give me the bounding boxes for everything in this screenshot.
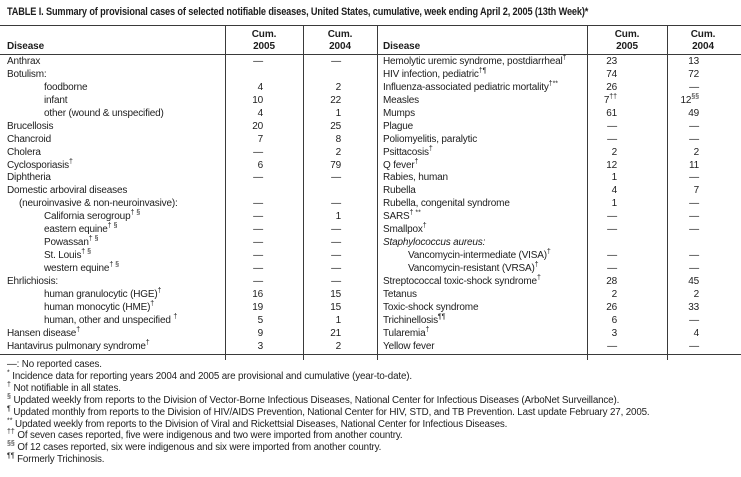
- cum-2005-value: —: [253, 237, 263, 249]
- cum-2004-value: 4: [693, 327, 699, 339]
- disease-label: Hansen disease†: [7, 326, 81, 339]
- disease-label: eastern equine† §: [44, 222, 118, 236]
- footnote-marker-superscript: †¶: [478, 67, 487, 75]
- disease-label: Cyclosporiasis†: [7, 158, 73, 171]
- table-row: [0, 302, 377, 315]
- table-row: [377, 263, 741, 276]
- footnote-marker-superscript: † §: [130, 209, 141, 217]
- footnote-marker-superscript: †: [150, 300, 155, 308]
- cum-2005-value: 16: [252, 288, 263, 300]
- footnote-marker-superscript: ††: [609, 93, 617, 101]
- table-row: [0, 328, 377, 341]
- footnote-marker-superscript: †: [7, 381, 11, 389]
- cum-2004-value: 49: [688, 107, 699, 119]
- disease-label: other (wound & unspecified): [44, 107, 164, 119]
- disease-label: Influenza-associated pediatric mortality†**: [383, 80, 559, 93]
- table-body-left: [0, 56, 377, 354]
- cum-2005-value: 7††: [603, 93, 617, 106]
- footnote-marker-superscript: † **: [409, 209, 421, 217]
- cum-2005-value: —: [607, 211, 617, 223]
- table-row: [0, 108, 377, 121]
- disease-label: Powassan† §: [44, 235, 99, 249]
- table-row: [0, 276, 377, 289]
- cum-2004-value: 33: [688, 301, 699, 313]
- cum-label: Cum.: [251, 29, 277, 40]
- footnote-marker-superscript: †: [536, 274, 541, 282]
- disease-label: Smallpox†: [383, 222, 427, 236]
- disease-label: Rubella, congenital syndrome: [383, 198, 510, 210]
- disease-label: human, other and unspecified †: [44, 313, 178, 326]
- disease-label: Measles: [383, 94, 419, 106]
- cum-2005-value: —: [253, 172, 263, 184]
- cum-2005-value: 2: [611, 288, 617, 300]
- cum-2004-value: [667, 237, 741, 250]
- cum-2004-value: —: [689, 224, 699, 236]
- cum-2004-value: 8: [335, 133, 341, 145]
- disease-label: HIV infection, pediatric†¶: [383, 67, 487, 80]
- cum-2004-value: 1: [335, 107, 341, 119]
- cum-2005-value: 4: [257, 81, 263, 93]
- column-header-cum-2005-right: [587, 29, 667, 54]
- footnote-marker-superscript: ††: [7, 429, 15, 437]
- footnote-line: §§ Of 12 cases reported, six were indigenous and six were imported from another country.: [7, 441, 382, 454]
- cum-2005-value: [225, 69, 303, 82]
- table-row: [0, 134, 377, 147]
- footnote-marker-superscript: ¶¶: [7, 452, 15, 460]
- cum-2004-value: —: [331, 275, 341, 287]
- table-row: [377, 160, 741, 173]
- disease-label: Rubella: [383, 185, 416, 197]
- cum-2004-value: 11: [688, 159, 699, 171]
- cum-2004-value: 1: [335, 211, 341, 223]
- footnote-marker-superscript: †: [546, 248, 551, 256]
- disease-label: St. Louis† §: [44, 248, 92, 262]
- cum-2004-value: —: [689, 198, 699, 210]
- cum-2005-value: 20: [252, 120, 263, 132]
- disease-label: Cholera: [7, 146, 41, 158]
- column-header-cum-2004-right: [667, 29, 739, 54]
- cum-2004-value: —: [689, 314, 699, 326]
- cum-2004-value: —: [331, 250, 341, 262]
- table-row: [377, 224, 741, 237]
- cum-label: Cum.: [327, 29, 353, 40]
- disease-label: human granulocytic (HGE)†: [44, 287, 162, 300]
- cum-2005-value: 5: [257, 314, 263, 326]
- year-label: 2004: [329, 41, 351, 53]
- cum-label: Cum.: [614, 29, 640, 40]
- cum-2005-value: 26: [606, 81, 617, 93]
- cum-2005-value: 12: [606, 159, 617, 171]
- disease-label: Rabies, human: [383, 172, 448, 184]
- table-row: [377, 276, 741, 289]
- footnote-marker-superscript: §§: [7, 441, 15, 449]
- disease-label: Chancroid: [7, 133, 51, 145]
- table-row: [377, 198, 741, 211]
- table-row: [0, 172, 377, 185]
- disease-label: Tetanus: [383, 288, 417, 300]
- footnotes-section: [7, 359, 741, 466]
- cum-2004-value: —: [689, 263, 699, 274]
- cum-2004-value: —: [689, 172, 699, 184]
- disease-label: Brucellosis: [7, 120, 54, 132]
- table-row: [377, 289, 741, 302]
- disease-label: human monocytic (HME)†: [44, 300, 155, 313]
- cum-2004-value: 72: [688, 68, 699, 80]
- cum-2004-value: —: [689, 340, 699, 352]
- footnote-line: * Incidence data for reporting years 2004 and 2005 are provisional and cumulative (year-to-date).: [7, 369, 412, 382]
- footnote-marker-superscript: †: [68, 158, 73, 166]
- column-header-disease-right: Disease: [383, 41, 421, 52]
- table-row: [0, 198, 377, 211]
- cum-2004-value: 2: [693, 146, 699, 158]
- cum-2005-value: 10: [252, 94, 263, 106]
- footnote-marker-superscript: **: [7, 417, 13, 425]
- disease-label: Yellow fever: [383, 340, 435, 352]
- column-header-cum-2004-left: [303, 29, 377, 54]
- footnote-line: ** Updated weekly from reports to the Division of Viral and Rickettsial Diseases, National Center for Infectious Diseases.: [7, 417, 508, 430]
- disease-label: Staphylococcus aureus:: [383, 237, 486, 249]
- cum-2005-value: —: [607, 133, 617, 145]
- cum-2005-value: 26: [606, 301, 617, 313]
- cum-2004-value: 13: [688, 56, 699, 67]
- disease-label: Psittacosis†: [383, 145, 433, 158]
- cum-2004-value: —: [689, 250, 699, 262]
- table-row: [377, 211, 741, 224]
- table-row: [0, 263, 377, 276]
- footnote-marker-superscript: *: [7, 369, 10, 377]
- cum-2004-value: 2: [335, 81, 341, 93]
- disease-label: Diphtheria: [7, 172, 51, 184]
- disease-label: (neuroinvasive & non-neuroinvasive):: [19, 198, 178, 210]
- footnote-line: † Not notifiable in all states.: [7, 381, 121, 394]
- table-row: [377, 82, 741, 95]
- footnote-marker-superscript: †: [414, 158, 419, 166]
- table-body-right: [377, 56, 741, 354]
- cum-2004-value: 79: [330, 159, 341, 171]
- disease-label: infant: [44, 94, 68, 106]
- table-row: [0, 250, 377, 263]
- cum-2005-value: —: [253, 250, 263, 262]
- table-row: [0, 315, 377, 328]
- year-label: 2005: [616, 41, 638, 53]
- cum-label: Cum.: [690, 29, 716, 40]
- cum-2005-value: —: [253, 275, 263, 287]
- disease-label: SARS† **: [383, 209, 421, 223]
- cum-2005-value: 4: [257, 107, 263, 119]
- year-label: 2005: [253, 41, 275, 53]
- disease-label: Domestic arboviral diseases: [7, 185, 128, 197]
- footnote-line: ¶¶ Formerly Trichinosis.: [7, 452, 105, 466]
- table-row: [0, 82, 377, 95]
- table-row: [377, 315, 741, 328]
- cum-2005-value: 19: [252, 301, 263, 313]
- disease-label: western equine† §: [44, 261, 120, 274]
- table-row: [377, 108, 741, 121]
- disease-label: Poliomyelitis, paralytic: [383, 133, 478, 145]
- footnote-marker-superscript: † §: [109, 261, 120, 269]
- cum-2005-value: 3: [257, 340, 263, 352]
- cum-2004-value: 7: [693, 185, 699, 197]
- table-row: [0, 56, 377, 69]
- cum-2004-value: 25: [330, 120, 341, 132]
- column-header-disease-left: Disease: [7, 41, 45, 52]
- footnote-marker-superscript: †: [425, 326, 430, 334]
- table-row: [0, 160, 377, 173]
- footnote-marker-superscript: †: [428, 145, 433, 153]
- cum-2004-value: 21: [330, 327, 341, 339]
- cum-2004-value: [303, 185, 377, 198]
- disease-label: Plague: [383, 120, 414, 132]
- footnote-line: —: No reported cases.: [7, 359, 102, 370]
- table-bottom-rule: [0, 354, 741, 355]
- cum-2005-value: 6: [611, 314, 617, 326]
- footnote-marker-superscript: §: [7, 393, 11, 401]
- header-top-rule: [0, 25, 741, 26]
- cum-2005-value: —: [607, 250, 617, 262]
- cum-2004-value: —: [689, 120, 699, 132]
- cum-2005-value: 23: [606, 56, 617, 67]
- footnote-marker-superscript: †: [145, 339, 150, 347]
- footnote-marker-superscript: †: [422, 222, 427, 230]
- cum-2004-value: 1: [335, 314, 341, 326]
- table-row: [377, 237, 741, 250]
- table-row: [377, 185, 741, 198]
- table-row: [377, 121, 741, 134]
- cum-2004-value: —: [331, 237, 341, 249]
- cum-2004-value: —: [689, 211, 699, 223]
- cum-2004-value: —: [331, 172, 341, 184]
- cum-2005-value: —: [607, 340, 617, 352]
- cum-2005-value: [225, 185, 303, 198]
- cum-2005-value: 7: [257, 133, 263, 145]
- disease-label: Vancomycin-intermediate (VISA)†: [408, 248, 551, 262]
- table-row: [377, 250, 741, 263]
- footnote-marker-superscript: ¶¶: [437, 313, 446, 321]
- disease-label: Mumps: [383, 107, 415, 119]
- cum-2004-value: —: [331, 224, 341, 236]
- disease-label: Ehrlichiosis:: [7, 275, 59, 287]
- disease-label: Vancomycin-resistant (VRSA)†: [408, 261, 539, 274]
- table-row: [0, 185, 377, 198]
- cum-2005-value: 1: [611, 172, 617, 184]
- footnote-marker-superscript: †: [157, 287, 162, 295]
- disease-label: Hemolytic uremic syndrome, postdiarrheal†: [383, 54, 567, 67]
- cum-2004-value: —: [331, 198, 341, 210]
- table-row: [377, 302, 741, 315]
- footnote-line: ¶ Updated monthly from reports to the Division of HIV/AIDS Prevention, National Center for HIV, STD, and TB Prevention. Last update February 27, 2005.: [7, 405, 650, 418]
- cum-2004-value: 2: [335, 340, 341, 352]
- table-row: [377, 328, 741, 341]
- table-row: [377, 147, 741, 160]
- cum-2004-value: —: [331, 263, 341, 274]
- cum-2004-value: 15: [330, 288, 341, 300]
- footnote-marker-superscript: † §: [88, 235, 99, 243]
- cum-2005-value: 1: [611, 198, 617, 210]
- disease-label: Hantavirus pulmonary syndrome†: [7, 339, 150, 352]
- table-row: [0, 95, 377, 108]
- table-row: [377, 341, 741, 354]
- cum-2005-value: [587, 237, 667, 250]
- footnote-marker-superscript: †: [534, 261, 539, 269]
- footnote-marker-superscript: † §: [81, 248, 92, 256]
- disease-label: Anthrax: [7, 56, 41, 67]
- cum-2005-value: —: [253, 56, 263, 67]
- cum-2004-value: [303, 69, 377, 82]
- cum-2005-value: 74: [606, 68, 617, 80]
- table-row: [0, 341, 377, 354]
- cum-2005-value: 9: [257, 327, 263, 339]
- table-row: [0, 289, 377, 302]
- year-label: 2004: [692, 41, 714, 53]
- disease-label: Toxic-shock syndrome: [383, 301, 479, 313]
- table-row: [377, 172, 741, 185]
- table-row: [0, 224, 377, 237]
- cum-2004-value: 22: [330, 94, 341, 106]
- disease-label: Streptococcal toxic-shock syndrome†: [383, 274, 541, 287]
- table-row: [0, 211, 377, 224]
- footnote-marker: —:: [7, 359, 20, 370]
- cum-2005-value: 2: [611, 146, 617, 158]
- cum-2005-value: 3: [611, 327, 617, 339]
- table-title: TABLE I. Summary of provisional cases of selected notifiable diseases, United States, cumulative, week ending April 2, 2005 (13th Week)*: [7, 6, 589, 18]
- cum-2005-value: —: [253, 224, 263, 236]
- footnote-marker-superscript: †: [173, 313, 178, 321]
- disease-label: foodborne: [44, 81, 88, 93]
- cum-2005-value: —: [253, 198, 263, 210]
- cum-2005-value: —: [607, 120, 617, 132]
- cum-2004-value: —: [331, 56, 341, 67]
- cum-2005-value: 6: [257, 159, 263, 171]
- disease-label: Tularemia†: [383, 326, 430, 339]
- footnote-line: †† Of seven cases reported, five were indigenous and two were imported from another country.: [7, 429, 403, 442]
- table-row: [377, 69, 741, 82]
- footnote-marker-superscript: †: [562, 54, 567, 62]
- footnote-marker-superscript: §§: [691, 93, 699, 101]
- cum-2005-value: 61: [606, 107, 617, 119]
- cum-2005-value: —: [607, 224, 617, 236]
- column-header-cum-2005-left: [225, 29, 303, 54]
- cum-2005-value: 28: [606, 275, 617, 287]
- cum-2005-value: —: [607, 263, 617, 274]
- disease-label: Trichinellosis¶¶: [383, 313, 446, 326]
- cum-2005-value: —: [253, 146, 263, 158]
- table-row: [0, 121, 377, 134]
- cum-2004-value: —: [689, 133, 699, 145]
- table-row: [377, 56, 741, 69]
- cum-2004-value: 15: [330, 301, 341, 313]
- table-row: [0, 69, 377, 82]
- cum-2004-value: 2: [693, 288, 699, 300]
- table-row: [377, 95, 741, 108]
- table-row: [0, 147, 377, 160]
- disease-label: Botulism:: [7, 68, 47, 80]
- cum-2004-value: 12§§: [680, 93, 699, 106]
- table-row: [0, 237, 377, 250]
- footnote-marker-superscript: †**: [548, 80, 559, 88]
- footnote-marker-superscript: ¶: [7, 405, 11, 413]
- disease-label: Q fever†: [383, 158, 419, 171]
- cum-2004-value: —: [689, 81, 699, 93]
- footnote-marker-superscript: † §: [107, 222, 118, 230]
- cum-2004-value: 45: [688, 275, 699, 287]
- footnote-marker-superscript: †: [76, 326, 81, 334]
- cum-2005-value: —: [253, 211, 263, 223]
- header-bottom-rule: [0, 54, 741, 55]
- cum-2005-value: 4: [611, 185, 617, 197]
- footnote-line: § Updated weekly from reports to the Division of Vector-Borne Infectious Diseases, National Center for Infectious Diseases (ArboNet Surveillance).: [7, 393, 620, 406]
- disease-label: California serogroup† §: [44, 209, 141, 223]
- cum-2005-value: —: [253, 263, 263, 274]
- cum-2004-value: 2: [335, 146, 341, 158]
